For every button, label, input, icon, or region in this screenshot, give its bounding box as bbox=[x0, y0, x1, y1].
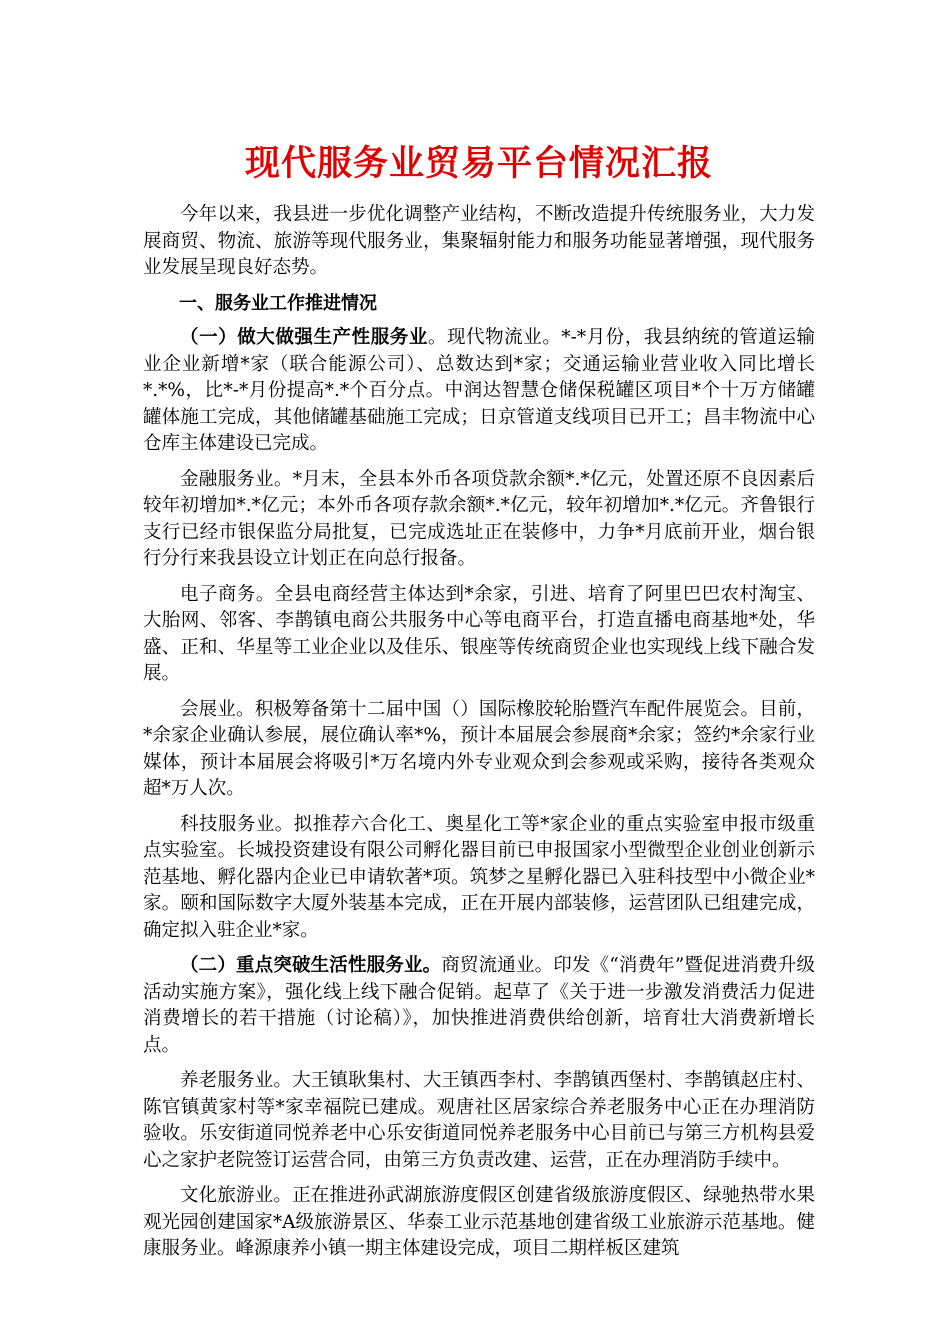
intro-paragraph: 今年以来，我县进一步优化调整产业结构，不断改造提升传统服务业，大力发展商贸、物流、旅游等现代服务业，集聚辐射能力和服务功能显著增强，现代服务业发展呈现良好态势。 bbox=[143, 204, 815, 278]
commerce-paragraph bbox=[143, 953, 815, 1059]
exhibition-paragraph: 会展业。积极筹备第十二届中国（）国际橡胶轮胎暨汽车配件展览会。目前，*余家企业确认参展，展位确认率*%，预计本届展会参展商*余家；签约*余家行业媒体，预计本届展会将吸引*万名境内外专业观众到会参观或采购，接待各类观众超*万人次。 bbox=[143, 698, 815, 799]
tech-paragraph: 科技服务业。拟推荐六合化工、奥星化工等*家企业的重点实验室申报市级重点实验室。长城投资建设有限公司孵化器目前已申报国家小型微型企业创业创新示范基地、孵化器内企业已申请软著*项。筑梦之星孵化器已入驻科技型中小微企业*家。颐和国际数字大厦外装基本完成，正在开展内部装修，运营团队已组建完成，确定拟入驻企业*家。 bbox=[143, 813, 815, 941]
tourism-paragraph: 文化旅游业。正在推进孙武湖旅游度假区创建省级旅游度假区、绿驰热带水果观光园创建国家*A级旅游景区、华泰工业示范基地创建省级工业旅游示范基地。健康服务业。峰源康养小镇一期主体建设完成，项目二期样板区建筑 bbox=[143, 1185, 815, 1259]
logistics-paragraph bbox=[143, 325, 815, 458]
section-heading: 一、服务业工作推进情况 bbox=[179, 292, 377, 314]
finance-paragraph: 金融服务业。*月末，全县本外币各项贷款余额*.*亿元，处置还原不良因素后较年初增加*.*亿元；本外币各项存款余额*.*亿元，较年初增加*.*亿元。齐鲁银行支行已经市银保监分局批复，已完成选址正在装修中，力争*月底前开业，烟台银行分行来我县设立计划正在向总行报备。 bbox=[143, 468, 815, 569]
document-title: 现代服务业贸易平台情况汇报 bbox=[244, 144, 713, 184]
ecommerce-paragraph: 电子商务。全县电商经营主体达到*余家，引进、培育了阿里巴巴农村淘宝、大胎网、邻客、李鹊镇电商公共服务中心等电商平台，打造直播电商基地*处，华盛、正和、华星等工业企业以及佳乐、银座等传统商贸企业也实现线上线下融合发展。 bbox=[143, 583, 815, 684]
subsection-lead: （一）做大做强生产性服务业 bbox=[180, 327, 428, 348]
logistics-text: 。现代物流业。*-*月份，我县纳统的管道运输业企业新增*家（联合能源公司）、总数达到*家；交通运输业营业收入同比增长*.*%，比*-*月份提高*.*个百分点。中润达智慧仓储保税罐区项目*个十万方储罐罐体施工完成，其他储罐基础施工完成；日京管道支线项目已开工；昌丰物流中心仓库主体建设已完成。 bbox=[143, 327, 815, 454]
document-page bbox=[143, 128, 815, 1272]
commerce-text: 商贸流通业。印发《“消费年”暨促进消费升级活动实施方案》，强化线上线下融合促销。起草了《关于进一步激发消费活力促进消费增长的若干措施（讨论稿）》，加快推进消费供给创新，培育壮大消费新增长点。 bbox=[143, 955, 815, 1056]
subsection-lead: （二）重点突破生活性服务业。 bbox=[180, 955, 442, 976]
elderly-paragraph: 养老服务业。大王镇耿集村、大王镇西李村、李鹊镇西堡村、李鹊镇赵庄村、陈官镇黄家村等*家幸福院已建成。观唐社区居家综合养老服务中心正在办理消防验收。乐安街道同悦养老中心乐安街道同悦养老服务中心目前已与第三方机构县爱心之家护老院签订运营合同，由第三方负责改建、运营，正在办理消防手续中。 bbox=[143, 1070, 815, 1171]
